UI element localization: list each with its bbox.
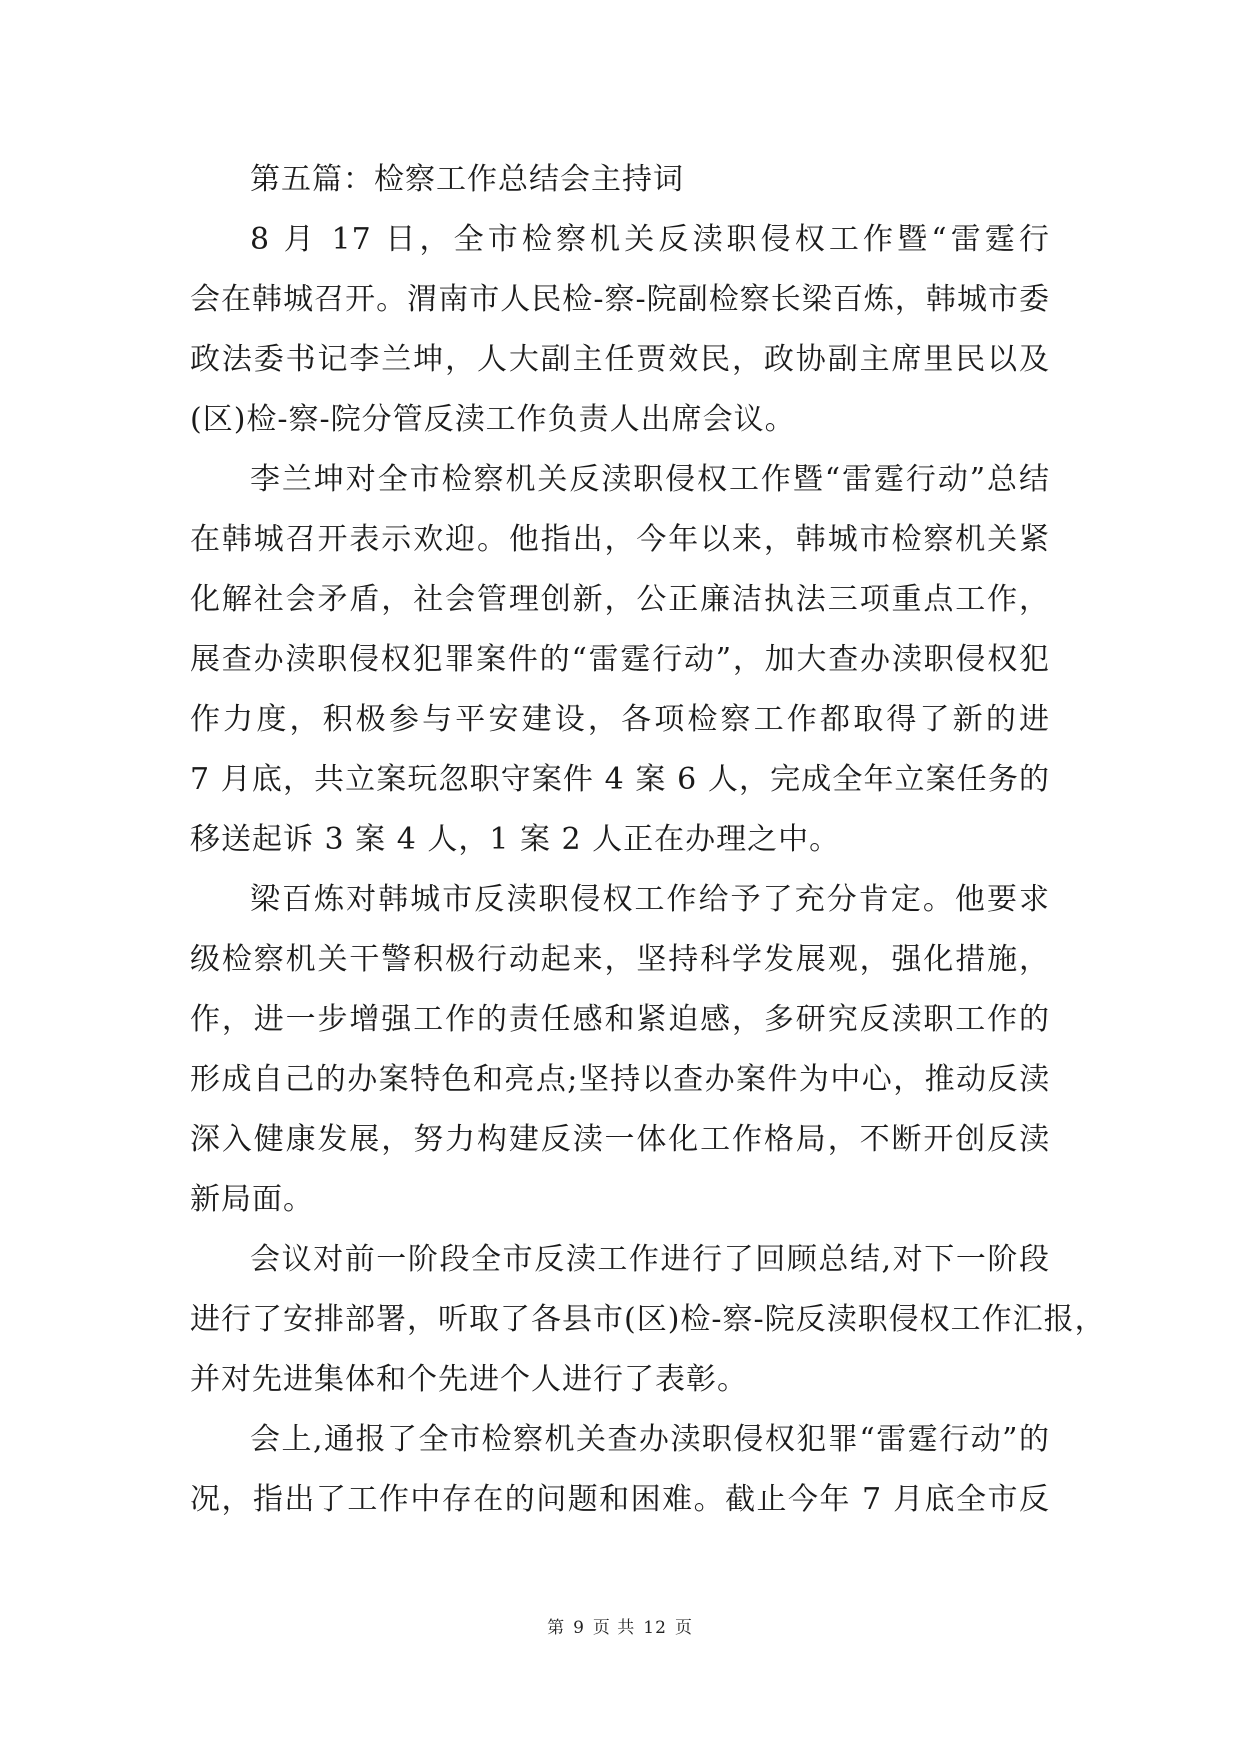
paragraph-line: 会议对前一阶段全市反渎工作进行了回顾总结,对下一阶段 [250,1242,1050,1277]
paragraph-line: 政法委书记李兰坤，人大副主任贾效民，政协副主席里民以及 [190,342,1050,377]
footer-prefix: 第 [547,1618,566,1638]
paragraph-line: 会在韩城召开。渭南市人民检-察-院副检察长梁百炼，韩城市委 [190,282,1050,317]
paragraph-line: 李兰坤对全市检察机关反渎职侵权工作暨“雷霆行动”总结 [250,462,1050,497]
paragraph-line: 在韩城召开表示欢迎。他指出，今年以来，韩城市检察机关紧 [190,522,1050,557]
paragraph-2 [190,450,1050,870]
paragraph-line: 梁百炼对韩城市反渎职侵权工作给予了充分肯定。他要求 [250,882,1050,917]
paragraph-line: 况，指出了工作中存在的问题和困难。截止今年 7 月底全市反 [190,1482,1050,1517]
paragraph-line: 并对先进集体和个先进个人进行了表彰。 [190,1362,748,1397]
paragraph-line: 级检察机关干警积极行动起来，坚持科学发展观，强化措施， [190,942,1050,977]
paragraph-line: 作，进一步增强工作的责任感和紧迫感，多研究反渎职工作的 [190,1002,1050,1037]
paragraph-line: 7 月底，共立案玩忽职守案件 4 案 6 人，完成全年立案任务的 [190,762,1050,797]
paragraph-line: (区)检-察-院分管反渎工作负责人出席会议。 [190,402,796,437]
paragraph-3 [190,870,1050,1230]
footer-mid: 页 共 [592,1618,636,1638]
paragraph-line: 作力度，积极参与平安建设，各项检察工作都取得了新的进 [190,702,1050,737]
footer-suffix: 页 [674,1618,693,1638]
paragraph-line: 深入健康发展，努力构建反渎一体化工作格局，不断开创反渎 [190,1122,1050,1157]
paragraph-line: 移送起诉 3 案 4 人，1 案 2 人正在办理之中。 [190,822,841,857]
current-page-number: 9 [573,1618,585,1638]
paragraph-line: 新局面。 [190,1182,314,1217]
paragraph-line: 会上,通报了全市检察机关查办渎职侵权犯罪“雷霆行动”的 [250,1422,1050,1457]
document-body [190,150,1106,1530]
total-page-count: 12 [643,1618,667,1638]
paragraph-5 [190,1410,1050,1530]
document-title: 第五篇：检察工作总结会主持词 [250,162,684,197]
paragraph-line: 展查办渎职侵权犯罪案件的“雷霆行动”，加大查办渎职侵权犯 [190,642,1050,677]
paragraph-1 [190,210,1050,450]
page-footer [0,1618,1240,1638]
paragraph-line: 8 月 17 日，全市检察机关反渎职侵权工作暨“雷霆行 [250,222,1050,257]
paragraph-line: 进行了安排部署，听取了各县市(区)检-察-院反渎职侵权工作汇报， [190,1302,1106,1337]
paragraph-line: 化解社会矛盾，社会管理创新，公正廉洁执法三项重点工作， [190,582,1050,617]
paragraph-4 [190,1230,1106,1410]
paragraph-line: 形成自己的办案特色和亮点;坚持以查办案件为中心，推动反渎 [190,1062,1050,1097]
